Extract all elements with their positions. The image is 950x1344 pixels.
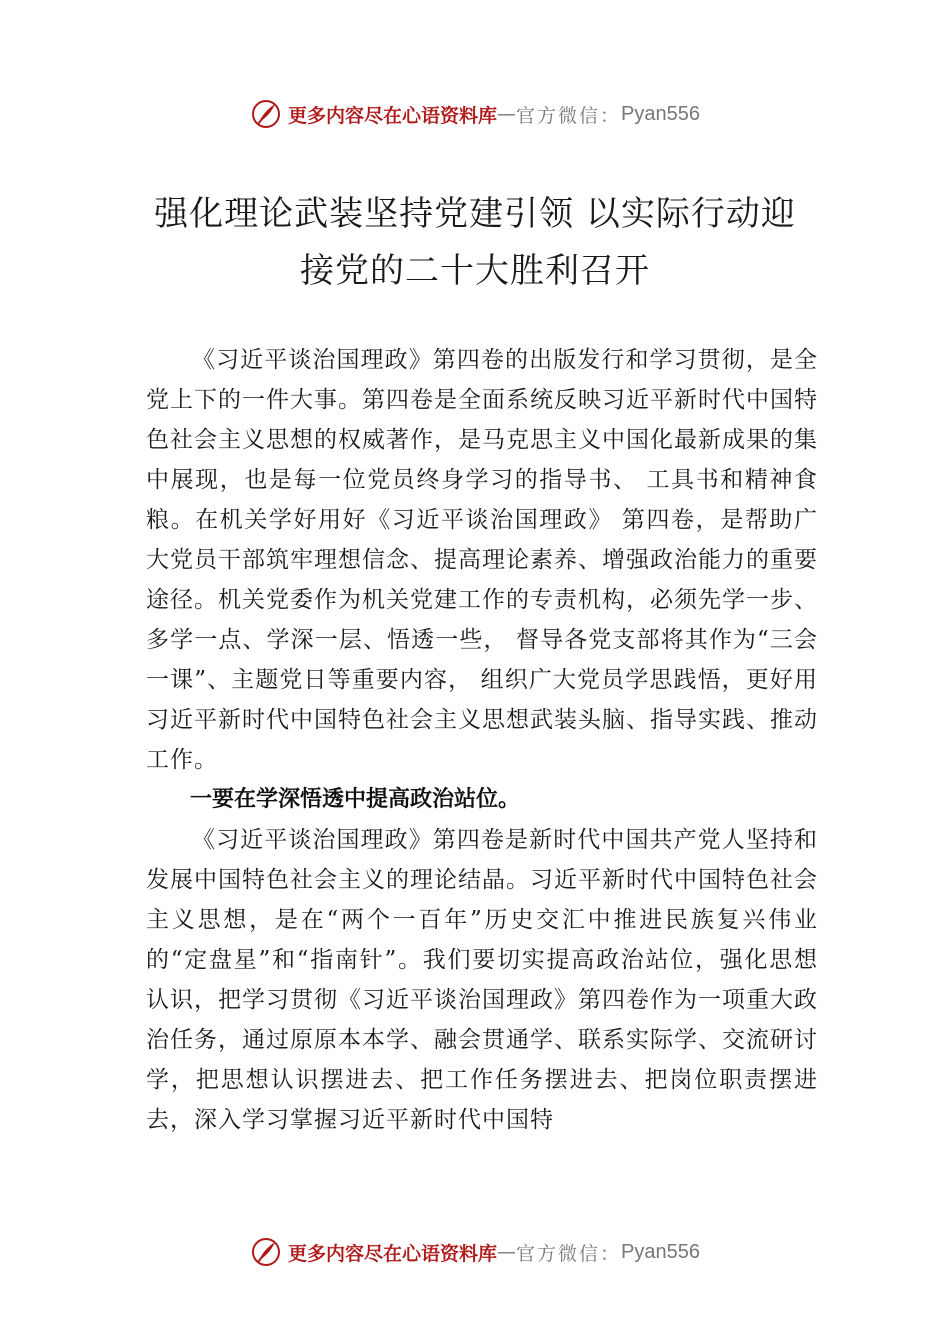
wechat-label: 官方微信： xyxy=(516,1242,622,1265)
section-heading: 一要在学深悟透中提高政治站位。 xyxy=(190,787,521,812)
footer-watermark xyxy=(0,1232,950,1272)
brand-name: 更多内容尽在心语资料库 xyxy=(288,104,498,127)
title-line-1: 强化理论武装坚持党建引领 以实际行动迎 xyxy=(154,194,796,234)
brand-name: 更多内容尽在心语资料库 xyxy=(288,1242,498,1265)
header-watermark xyxy=(0,94,950,134)
title-line-2: 接党的二十大胜利召开 xyxy=(300,251,650,291)
body-paragraph: 《习近平谈治国理政》第四卷是新时代中国共产党人坚持和发展中国特色社会主义的理论结晶。习近平新时代中国特色社会主义思想，是在“两个一百年”历史交汇中推进民族复兴伟业的“定盘星”和“指南针”。我们要切实提高政治站位，强化思想认识，把学习贯彻《习近平谈治国理政》第四卷作为一项重大政治任务，通过原原本本学、融会贯通学、联系实际学、交流研讨学，把思想认识摆进去、把工作任务摆进去、把岗位职责摆进去，深入学习掌握习近平新时代中国特 xyxy=(146,827,818,1133)
quill-logo-icon xyxy=(250,1236,282,1268)
document-title xyxy=(140,186,810,300)
body-paragraph: 《习近平谈治国理政》第四卷的出版发行和学习贯彻，是全党上下的一件大事。第四卷是全面系统反映习近平新时代中国特色社会主义思想的权威著作，是马克思主义中国化最新成果的集中展现，也是每一位党员终身学习的指导书、 工具书和精神食粮。在机关学好用好《习近平谈治国理政》 第四卷，是帮助广大党员干部筑牢理想信念、提高理论素养、增强政治能力的重要途径。机关党委作为机关党建工作的专责机构，必须先学一步、多学一点、学深一层、悟透一些， 督导各党支部将其作为“三会一课”、主题党日等重要内容， 组织广大党员学思践悟，更好用习近平新时代中国特色社会主义思想武装头脑、指导实践、推动工作。 xyxy=(146,347,818,773)
wechat-id: Pyan556 xyxy=(621,102,700,125)
document-body xyxy=(146,340,818,1140)
wechat-id: Pyan556 xyxy=(621,1240,700,1263)
wechat-label: 官方微信： xyxy=(516,104,622,127)
banner-separator: — xyxy=(497,1241,517,1263)
quill-logo-icon xyxy=(250,98,282,130)
banner-separator: — xyxy=(497,103,517,125)
